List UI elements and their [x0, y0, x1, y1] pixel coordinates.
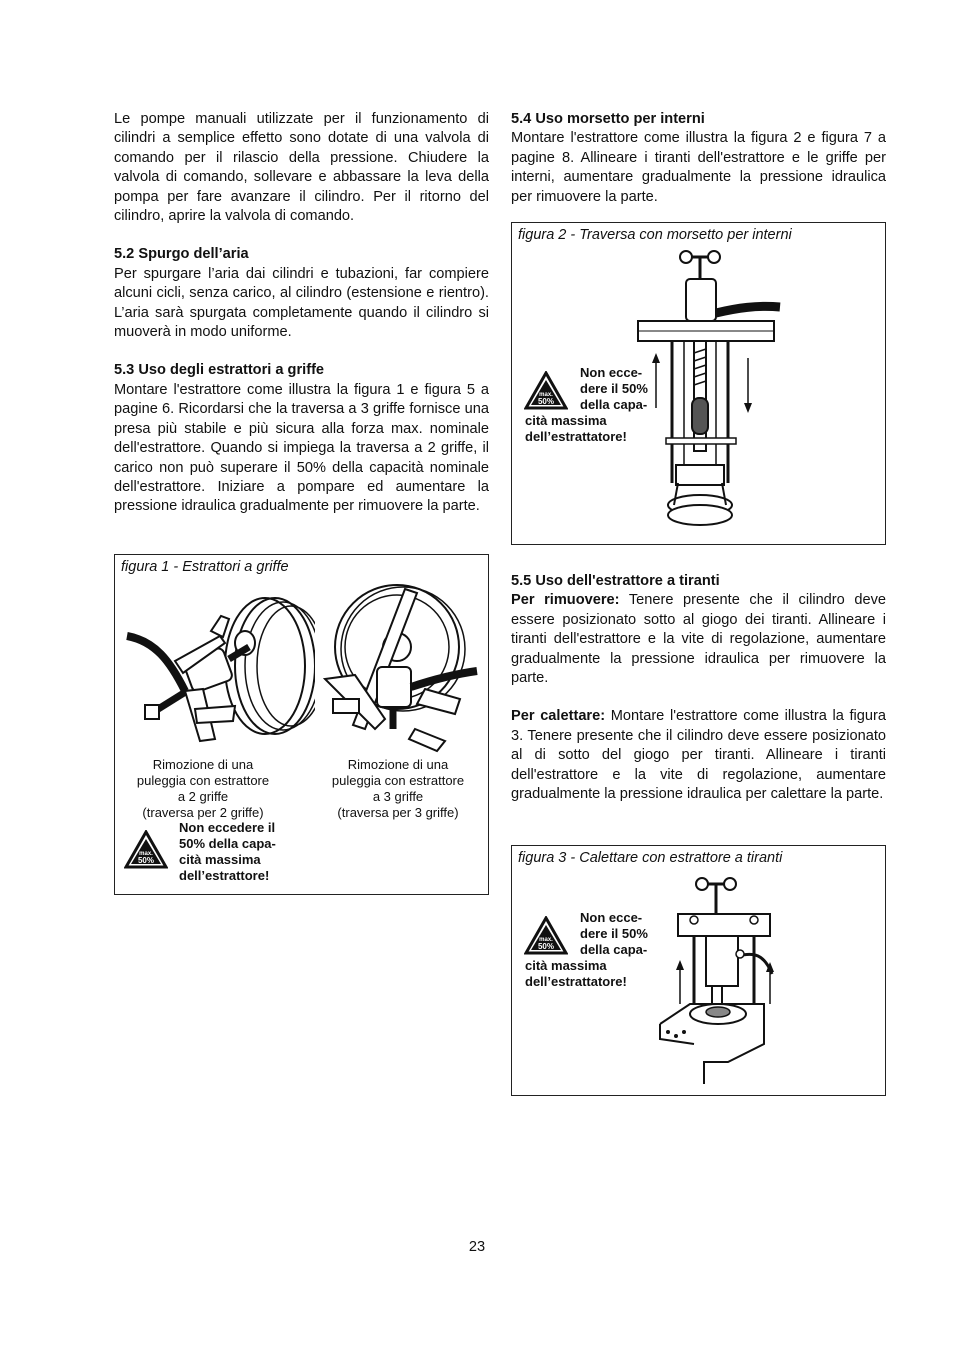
svg-text:50%: 50% — [537, 397, 555, 406]
right-column-bottom — [511, 572, 886, 804]
svg-text:50%: 50% — [137, 856, 155, 865]
puller-2-jaw-illustration — [125, 581, 315, 751]
internal-puller-illustration — [632, 243, 782, 528]
svg-text:50%: 50% — [537, 942, 555, 951]
section-5-2-title: 5.2 Spurgo dell’aria — [114, 246, 249, 263]
right-column-top — [511, 110, 886, 207]
figure-2-warning-full: cità massima dell’estrattatore! — [525, 413, 627, 444]
section-5-4-title: 5.4 Uso morsetto per interni — [511, 111, 705, 127]
warning-triangle-icon — [124, 830, 168, 870]
section-5-4-text: Montare l'estrattore come illustra la figura 2 e figura 7 a pagine 8. Allineare i tiranti dell'estrattore e le griffe per interni, aumentare gradualmente la pressione idraulica per rimuovere la parte. — [511, 130, 886, 205]
figure-1-warning: Non eccedere il 50% della capa- cità massima dell’estrattore! — [179, 820, 276, 883]
puller-3-jaw-illustration — [305, 579, 480, 754]
figure-2-caption: figura 2 - Traversa con morsetto per interni — [518, 227, 792, 243]
warning-triangle-icon — [524, 371, 568, 411]
figure-1-left-caption: Rimozione di una puleggia con estrattore a 2 griffe (traversa per 2 griffe) — [136, 757, 270, 820]
figure-2-warning-side: Non ecce- dere il 50% della capa- — [580, 365, 648, 412]
figure-3-caption: figura 3 - Calettare con estrattore a tiranti — [518, 850, 783, 866]
figure-2-box — [511, 222, 886, 545]
intro-paragraph: Le pompe manuali utilizzate per il funzionamento di cilindri a semplice effetto sono dotate di una valvola di comando per il rilascio della pressione. Chiudere la valvola di comando, sollevare e abbassare la leva della pompa per fare avanzare il cilindro. Per il ritorno del cilindro, aprire la valvola di comando. — [114, 111, 489, 225]
page-number: 23 — [468, 1239, 486, 1255]
remove-paragraph: Per rimuovere: Tenere presente che il cilindro deve essere posizionato sotto al giogo dei tiranti. Allineare i tiranti dell'estrattore e la vite di regolazione, aumentare gradualmente la pressione idraulica per rimuovere la parte. — [511, 592, 886, 687]
section-5-3-text: Montare l'estrattore come illustra la figura 1 e figura 5 a pagine 6. Ricordarsi che la traversa a 3 griffe fornisce una presa più stabile e più sicura alla forza max. nominale dell'estrattore. Quando si impiega la traversa a 2 griffe, il carico non può superare il 50% della capacità nominale dell'estrattore. Iniziare a pompare ed aumentare la pressione idraulica gradualmente per rimuovere la parte. — [114, 381, 489, 515]
press-fit-paragraph: Per calettare: Montare l'estrattore come illustra la figura 3. Tenere presente che il cilindro deve essere posizionato al di sotto del giogo per tiranti. Allineare i tiranti dell'estrattore e la vite di regolazione, aumentare gradualmente la pressione idraulica per calettare la parte. — [511, 708, 886, 803]
figure-1-right-caption: Rimozione di una puleggia con estrattore a 3 griffe (traversa per 3 griffe) — [331, 757, 465, 820]
figure-1-caption: figura 1 - Estrattori a griffe — [121, 559, 289, 575]
svg-text:max.: max. — [539, 937, 553, 943]
svg-text:max.: max. — [139, 851, 153, 857]
section-5-3-title: 5.3 Uso degli estrattori a griffe — [114, 362, 325, 379]
figure-3-warning-full: cità massima dell’estrattatore! — [525, 958, 627, 989]
left-column — [114, 110, 489, 517]
warning-triangle-icon — [524, 916, 568, 956]
svg-text:max.: max. — [539, 392, 553, 398]
section-5-5-title: 5.5 Uso dell'estrattore a tiranti — [511, 573, 720, 589]
section-5-2-text: Per spurgare l’aria dai cilindri e tubazioni, far compiere alcuni cicli, senza carico, al cilindro (estensione e rientro). L’aria sarà spurgata completamente quando il cilindro si muoverà in modo uniforme. — [114, 265, 489, 341]
figure-3-box — [511, 845, 886, 1096]
push-puller-illustration — [654, 874, 784, 1089]
figure-1-box — [114, 554, 489, 895]
figure-3-warning-side: Non ecce- dere il 50% della capa- — [580, 910, 648, 957]
